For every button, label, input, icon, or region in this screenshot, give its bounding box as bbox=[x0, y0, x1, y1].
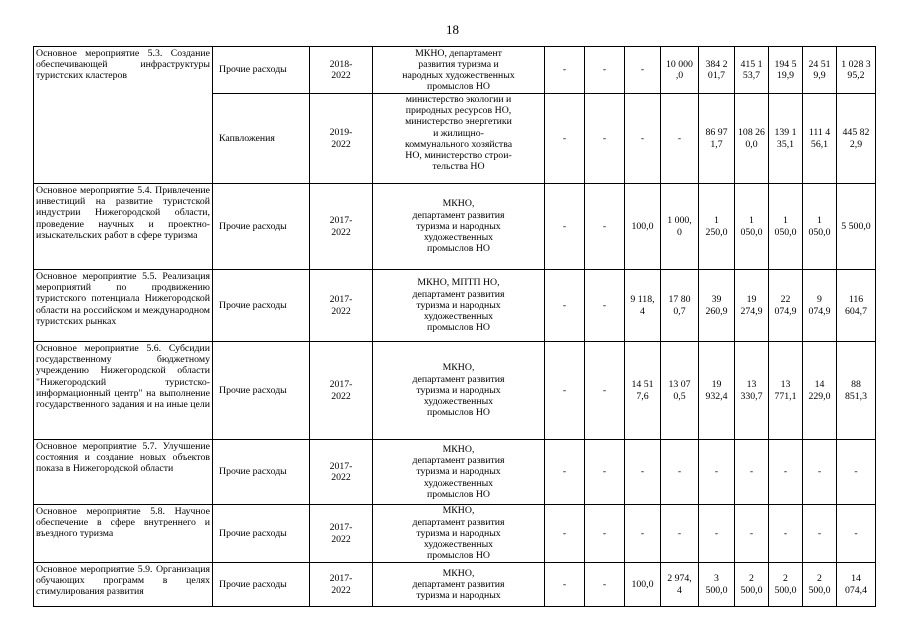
cell-line: 100,0 bbox=[631, 220, 654, 232]
cell-line: - bbox=[677, 466, 682, 478]
cell-line: департамент развития bbox=[412, 373, 505, 385]
cell-line: 14 bbox=[851, 573, 861, 585]
value-cell bbox=[803, 94, 837, 184]
cell-line: промыслов НО bbox=[427, 322, 490, 334]
cell-line: МКНО, bbox=[442, 443, 475, 455]
value-cell bbox=[803, 270, 837, 342]
cell-line: 500,0 bbox=[774, 584, 797, 596]
cell-line: - bbox=[640, 64, 645, 76]
cell-line: - bbox=[640, 132, 645, 144]
cell-line: 2017- bbox=[329, 522, 353, 534]
table-row bbox=[34, 342, 876, 440]
value-cell bbox=[735, 505, 769, 563]
activity-name-cell: Основное мероприятие 5.3. Создание обеспечивающей инфраструктуры туристских кластеров bbox=[34, 47, 213, 184]
cell-line: 2022 bbox=[331, 70, 351, 81]
cell-line: промыслов НО bbox=[427, 81, 490, 93]
cell-line: 445 82 bbox=[842, 127, 870, 139]
cell-line: 116 bbox=[848, 294, 864, 306]
cell-line: 074,4 bbox=[844, 584, 868, 596]
cell-line: департамент развития bbox=[412, 455, 505, 467]
cell-line: 10 000 bbox=[666, 58, 693, 70]
cell-line: 074,9 bbox=[808, 305, 831, 317]
cell-line: 604,7 bbox=[844, 305, 868, 317]
cell-line: 139 1 bbox=[774, 127, 797, 139]
executor-cell bbox=[373, 270, 545, 342]
value-cell bbox=[837, 440, 876, 505]
cell-line: 9,9 bbox=[813, 70, 826, 81]
cell-line: промыслов НО bbox=[427, 488, 490, 500]
cell-line: - bbox=[640, 466, 645, 478]
cell-line: - bbox=[562, 220, 567, 232]
cell-line: - bbox=[602, 384, 607, 396]
executor-cell bbox=[373, 342, 545, 440]
cell-line: туризма и народных bbox=[416, 384, 501, 396]
value-cell bbox=[699, 47, 735, 94]
value-cell bbox=[625, 47, 661, 94]
value-cell bbox=[803, 342, 837, 440]
cell-line: 111 4 bbox=[808, 127, 831, 139]
cell-line: 19 bbox=[711, 379, 722, 391]
expense-type-cell: Прочие расходы bbox=[213, 440, 310, 505]
cell-line: тельства НО bbox=[432, 161, 485, 173]
cell-line: художественных bbox=[423, 539, 494, 551]
cell-line: МКНО, bbox=[442, 567, 475, 579]
cell-line: 2017- bbox=[329, 460, 353, 472]
value-cell bbox=[585, 440, 625, 505]
cell-line: 100,0 bbox=[631, 578, 654, 590]
cell-line: департамент развития bbox=[412, 516, 505, 528]
period-cell bbox=[310, 184, 373, 270]
cell-line: 050,0 bbox=[740, 226, 763, 238]
cell-line: 2018- bbox=[329, 58, 353, 70]
cell-line: 3 bbox=[714, 573, 719, 585]
cell-line: 2 bbox=[817, 573, 822, 585]
cell-line: 1 bbox=[783, 215, 788, 227]
cell-line: 22 bbox=[780, 294, 791, 306]
cell-line: МКНО, bbox=[442, 198, 475, 210]
value-cell bbox=[661, 342, 699, 440]
table-row bbox=[34, 270, 876, 342]
cell-line: 13 07 bbox=[668, 379, 691, 391]
cell-line: 2017- bbox=[329, 215, 353, 227]
cell-line: 500,0 bbox=[808, 584, 831, 596]
cell-line: 851,3 bbox=[844, 390, 868, 402]
cell-line: - bbox=[562, 132, 567, 144]
cell-line: - bbox=[783, 466, 788, 478]
cell-line: природных ресурсов НО, bbox=[405, 105, 512, 117]
cell-line: - bbox=[562, 466, 567, 478]
value-cell bbox=[585, 184, 625, 270]
cell-line: 1,7 bbox=[710, 138, 723, 150]
cell-line: - bbox=[602, 132, 607, 144]
value-cell bbox=[699, 94, 735, 184]
cell-line: 7,6 bbox=[636, 390, 649, 402]
value-cell bbox=[769, 440, 803, 505]
value-cell bbox=[545, 94, 585, 184]
cell-line: 0,0 bbox=[745, 138, 758, 150]
value-cell bbox=[837, 563, 876, 607]
value-cell bbox=[803, 47, 837, 94]
value-cell bbox=[625, 342, 661, 440]
expense-type-cell: Капвложения bbox=[213, 94, 310, 184]
cell-line: 4 bbox=[640, 305, 645, 317]
value-cell bbox=[585, 47, 625, 94]
value-cell bbox=[769, 94, 803, 184]
value-cell bbox=[735, 563, 769, 607]
value-cell bbox=[735, 440, 769, 505]
activity-name-cell: Основное мероприятие 5.6. Субсидии государственному бюджетному учреждению Нижегородской области "Нижегородский туристско-информационный центр" на выполнение государственного задания и на иные цели bbox=[34, 342, 213, 440]
table-row bbox=[34, 184, 876, 270]
cell-line: - bbox=[602, 64, 607, 76]
cell-line: - bbox=[602, 527, 607, 539]
value-cell bbox=[661, 563, 699, 607]
cell-line: 13 bbox=[780, 379, 791, 391]
cell-line: 5 500,0 bbox=[841, 220, 871, 232]
value-cell bbox=[837, 94, 876, 184]
value-cell bbox=[661, 184, 699, 270]
period-cell bbox=[310, 440, 373, 505]
cell-line: народных художественных bbox=[402, 70, 515, 81]
value-cell bbox=[625, 440, 661, 505]
cell-line: 1 bbox=[817, 215, 822, 227]
cell-line: - bbox=[602, 578, 607, 590]
cell-line: туризма и народных bbox=[416, 466, 501, 478]
cell-line: 1 028 3 bbox=[841, 58, 871, 70]
executor-cell bbox=[373, 440, 545, 505]
cell-line: - bbox=[783, 527, 788, 539]
value-cell bbox=[837, 505, 876, 563]
value-cell bbox=[735, 47, 769, 94]
cell-line: 35,1 bbox=[776, 138, 795, 150]
cell-line: 9 bbox=[817, 294, 822, 306]
value-cell bbox=[803, 184, 837, 270]
cell-line: 050,0 bbox=[808, 226, 831, 238]
cell-line: - bbox=[562, 578, 567, 590]
cell-line: 14 bbox=[814, 379, 825, 391]
value-cell bbox=[661, 94, 699, 184]
cell-line: 0,7 bbox=[673, 305, 686, 317]
cell-line: туризма и народных bbox=[416, 220, 501, 232]
value-cell bbox=[699, 342, 735, 440]
activity-name-cell: Основное мероприятие 5.9. Организация обучающих программ в целях стимулирования развития bbox=[34, 563, 213, 607]
cell-line: 2022 bbox=[331, 472, 351, 483]
cell-line: 2 bbox=[749, 573, 754, 585]
cell-line: художественных bbox=[423, 232, 494, 244]
cell-line: 56,1 bbox=[810, 138, 829, 150]
cell-line: 14 51 bbox=[631, 379, 654, 391]
cell-line: 330,7 bbox=[740, 390, 763, 402]
cell-line: 2017- bbox=[329, 573, 353, 585]
cell-line: 415 1 bbox=[740, 58, 763, 70]
cell-line: департамент развития bbox=[412, 209, 505, 221]
cell-line: - bbox=[562, 384, 567, 396]
value-cell bbox=[837, 184, 876, 270]
cell-line: департамент развития bbox=[412, 578, 505, 590]
value-cell bbox=[661, 505, 699, 563]
value-cell bbox=[769, 342, 803, 440]
value-cell bbox=[837, 342, 876, 440]
cell-line: МКНО, МПТП НО, bbox=[417, 277, 500, 289]
cell-line: 88 bbox=[851, 379, 861, 391]
cell-line: и жилищно- bbox=[433, 127, 484, 139]
expense-type-cell: Прочие расходы bbox=[213, 270, 310, 342]
cell-line: 2022 bbox=[331, 533, 351, 545]
value-cell bbox=[625, 505, 661, 563]
cell-line: 194 5 bbox=[774, 58, 797, 70]
cell-line: 95,2 bbox=[847, 70, 865, 81]
page-number: 18 bbox=[446, 22, 459, 37]
cell-line: 500,0 bbox=[740, 584, 763, 596]
cell-line: коммунального хозяйства bbox=[404, 138, 513, 150]
cell-line: 2017- bbox=[329, 379, 353, 391]
value-cell bbox=[625, 94, 661, 184]
cell-line: 2022 bbox=[331, 226, 351, 238]
cell-line: 9 118, bbox=[630, 294, 655, 306]
cell-line: художественных bbox=[423, 477, 494, 489]
cell-line: 19,9 bbox=[776, 70, 795, 81]
value-cell bbox=[545, 270, 585, 342]
cell-line: 2022 bbox=[331, 305, 351, 317]
value-cell bbox=[699, 563, 735, 607]
activity-name-cell: Основное мероприятие 5.5. Реализация мероприятий по продвижению туристского потенциала Нижегородской области на российском и международном туристских рынках bbox=[34, 270, 213, 342]
cell-line: - bbox=[562, 64, 567, 76]
cell-line: 050,0 bbox=[774, 226, 797, 238]
cell-line: 500,0 bbox=[705, 584, 728, 596]
value-cell bbox=[837, 270, 876, 342]
value-cell bbox=[661, 47, 699, 94]
expense-type-cell: Прочие расходы bbox=[213, 563, 310, 607]
cell-line: - bbox=[602, 466, 607, 478]
activity-name-cell: Основное мероприятие 5.4. Привлечение инвестиций на развитие туристской индустрии Нижегородской области, проведение научных и проектно-изыскательских работ в сфере туризма bbox=[34, 184, 213, 270]
value-cell bbox=[625, 563, 661, 607]
period-cell bbox=[310, 270, 373, 342]
cell-line: 2022 bbox=[331, 390, 351, 402]
cell-line: 17 80 bbox=[668, 294, 691, 306]
cell-line: 39 bbox=[711, 294, 722, 306]
cell-line: ,0 bbox=[675, 70, 684, 81]
cell-line: 932,4 bbox=[705, 390, 728, 402]
cell-line: - bbox=[602, 220, 607, 232]
activity-name-cell: Основное мероприятие 5.7. Улучшение состояния и создание новых объектов показа в Нижегородской области bbox=[34, 440, 213, 505]
cell-line: 2017- bbox=[329, 294, 353, 306]
value-cell bbox=[545, 342, 585, 440]
cell-line: 074,9 bbox=[774, 305, 797, 317]
value-cell bbox=[585, 505, 625, 563]
value-cell bbox=[735, 94, 769, 184]
value-cell bbox=[545, 47, 585, 94]
period-cell bbox=[310, 342, 373, 440]
value-cell bbox=[769, 47, 803, 94]
expense-type-cell: Прочие расходы bbox=[213, 342, 310, 440]
value-cell bbox=[585, 342, 625, 440]
cell-line: НО, министерство строи- bbox=[405, 150, 512, 162]
cell-line: 2022 bbox=[331, 584, 351, 596]
cell-line: МКНО, bbox=[442, 362, 475, 374]
cell-line: - bbox=[854, 527, 858, 539]
cell-line: 2 bbox=[783, 573, 788, 585]
cell-line: туризма и народных bbox=[416, 299, 501, 311]
cell-line: - bbox=[817, 466, 822, 478]
cell-line: - bbox=[854, 466, 858, 478]
cell-line: промыслов НО bbox=[427, 407, 490, 419]
cell-line: туризма и народных bbox=[416, 590, 501, 602]
value-cell bbox=[545, 184, 585, 270]
value-cell bbox=[803, 440, 837, 505]
cell-line: МКНО, bbox=[442, 505, 475, 517]
cell-line: - bbox=[562, 299, 567, 311]
cell-line: 274,9 bbox=[740, 305, 763, 317]
cell-line: 19 bbox=[746, 294, 757, 306]
cell-line: 260,9 bbox=[705, 305, 728, 317]
value-cell bbox=[803, 505, 837, 563]
value-cell bbox=[735, 184, 769, 270]
value-cell bbox=[699, 184, 735, 270]
cell-line: 2 974, bbox=[667, 573, 692, 585]
cell-line: 24 51 bbox=[808, 58, 831, 70]
cell-line: - bbox=[749, 527, 754, 539]
cell-line: - bbox=[714, 527, 719, 539]
cell-line: 13 bbox=[746, 379, 757, 391]
value-cell bbox=[661, 440, 699, 505]
cell-line: 0,5 bbox=[673, 390, 686, 402]
value-cell bbox=[625, 270, 661, 342]
value-cell bbox=[585, 563, 625, 607]
cell-line: 1 bbox=[714, 215, 719, 227]
cell-line: министерство энергетики bbox=[405, 116, 512, 128]
table-row bbox=[34, 47, 876, 94]
cell-line: 4 bbox=[677, 584, 682, 596]
activity-name-cell: Основное мероприятие 5.8. Научное обеспечение в сфере внутреннего и въездного туризма bbox=[34, 505, 213, 563]
expense-type-cell: Прочие расходы bbox=[213, 184, 310, 270]
cell-line: министерство экологии и bbox=[405, 94, 512, 105]
table-row bbox=[34, 563, 876, 607]
cell-line: - bbox=[714, 466, 719, 478]
cell-line: МКНО, департамент bbox=[415, 47, 502, 59]
cell-line: 384 2 bbox=[705, 58, 728, 70]
value-cell bbox=[585, 270, 625, 342]
expense-type-cell: Прочие расходы bbox=[213, 47, 310, 94]
expense-type-cell: Прочие расходы bbox=[213, 505, 310, 563]
cell-line: промыслов НО bbox=[427, 243, 490, 255]
value-cell bbox=[735, 342, 769, 440]
cell-line: 1 000, bbox=[667, 215, 692, 227]
value-cell bbox=[769, 563, 803, 607]
cell-line: 229,0 bbox=[808, 390, 831, 402]
value-cell bbox=[545, 563, 585, 607]
value-cell bbox=[837, 47, 876, 94]
cell-line: 1 bbox=[749, 215, 754, 227]
cell-line: - bbox=[562, 527, 567, 539]
cell-line: 108 26 bbox=[738, 127, 765, 139]
cell-line: - bbox=[749, 466, 754, 478]
cell-line: - bbox=[677, 132, 682, 144]
value-cell bbox=[699, 505, 735, 563]
period-cell bbox=[310, 47, 373, 94]
executor-cell bbox=[373, 184, 545, 270]
cell-line: 250,0 bbox=[705, 226, 728, 238]
value-cell bbox=[585, 94, 625, 184]
period-cell bbox=[310, 563, 373, 607]
cell-line: 01,7 bbox=[707, 70, 726, 81]
cell-line: развития туризма и bbox=[418, 58, 499, 70]
cell-line: - bbox=[640, 527, 645, 539]
cell-line: 2022 bbox=[331, 138, 351, 150]
cell-line: туризма и народных bbox=[416, 527, 501, 539]
cell-line: 53,7 bbox=[742, 70, 761, 81]
table-row bbox=[34, 505, 876, 563]
value-cell bbox=[699, 440, 735, 505]
budget-table bbox=[33, 46, 876, 607]
value-cell bbox=[769, 184, 803, 270]
period-cell bbox=[310, 94, 373, 184]
period-cell bbox=[310, 505, 373, 563]
cell-line: департамент развития bbox=[412, 288, 505, 300]
cell-line: промыслов НО bbox=[427, 550, 490, 562]
cell-line: 2019- bbox=[329, 127, 353, 139]
cell-line: 771,1 bbox=[774, 390, 797, 402]
cell-line: 2,9 bbox=[849, 138, 863, 150]
cell-line: художественных bbox=[423, 396, 494, 408]
cell-line: художественных bbox=[423, 311, 494, 323]
cell-line: - bbox=[817, 527, 822, 539]
executor-cell bbox=[373, 505, 545, 563]
cell-line: 86 97 bbox=[705, 127, 728, 139]
value-cell bbox=[625, 184, 661, 270]
executor-cell bbox=[373, 47, 545, 94]
value-cell bbox=[803, 563, 837, 607]
executor-cell bbox=[373, 94, 545, 184]
cell-line: - bbox=[602, 299, 607, 311]
executor-cell bbox=[373, 563, 545, 607]
value-cell bbox=[769, 505, 803, 563]
value-cell bbox=[699, 270, 735, 342]
value-cell bbox=[545, 505, 585, 563]
value-cell bbox=[769, 270, 803, 342]
cell-line: - bbox=[677, 527, 682, 539]
cell-line: 0 bbox=[677, 226, 682, 238]
table-row bbox=[34, 440, 876, 505]
value-cell bbox=[661, 270, 699, 342]
value-cell bbox=[545, 440, 585, 505]
value-cell bbox=[735, 270, 769, 342]
